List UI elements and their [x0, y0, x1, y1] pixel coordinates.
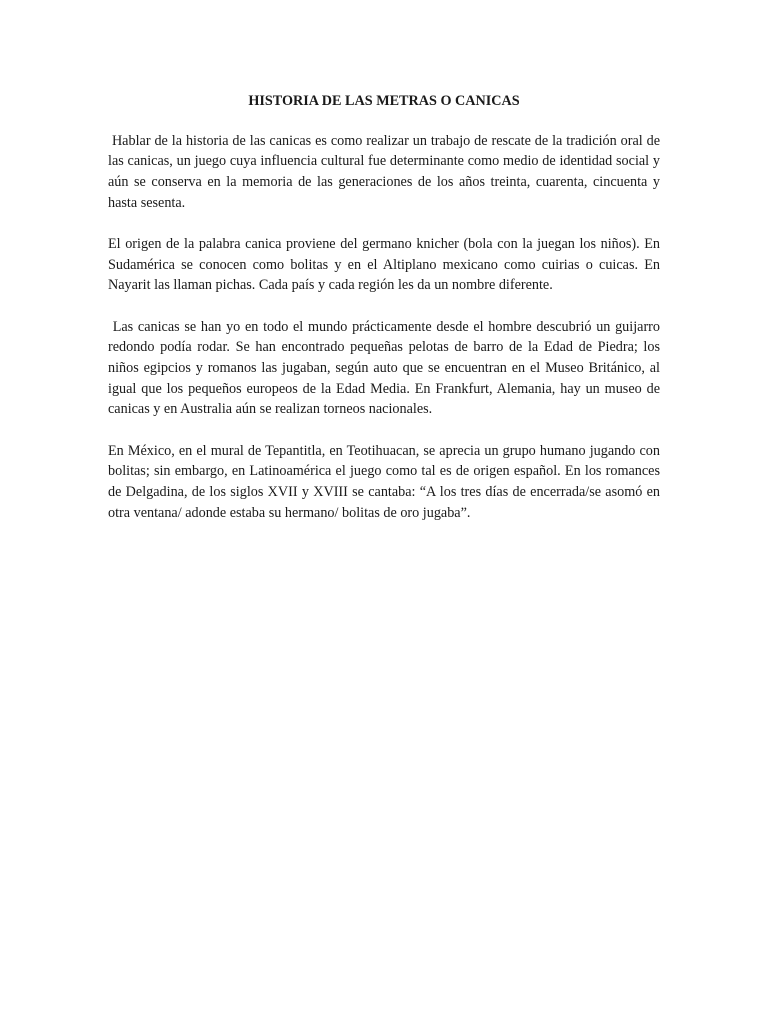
paragraph-2: El origen de la palabra canica proviene del germano knicher (bola con la juegan los niños). En Sudamérica se conocen como bolitas y en el Altiplano mexicano como cuirias o cuicas. En Nayarit las llaman pichas. Cada país y cada región les da un nombre diferente.	[108, 236, 660, 294]
paragraph-3: Las canicas se han yo en todo el mundo prácticamente desde el hombre descubrió un guijarro redondo podía rodar. Se han encontrado pequeñas pelotas de barro de la Edad de Piedra; los niños egipcios y romanos las jugaban, según auto que se encuentran en el Museo Británico, al igual que los pequeños europeos de la Edad Media. En Frankfurt, Alemania, hay un museo de canicas y en Australia aún se realizan torneos nacionales.	[108, 318, 664, 418]
document-page	[108, 91, 664, 544]
paragraph-1: Hablar de la historia de las canicas es como realizar un trabajo de rescate de la tradición oral de las canicas, un juego cuya influencia cultural fue determinante como medio de identidad social y aún se conserva en la memoria de las generaciones de los años treinta, cuarenta, cincuenta y hasta sesenta.	[108, 132, 664, 211]
document-title: HISTORIA DE LAS METRAS O CANICAS	[248, 93, 520, 109]
paragraph-4: En México, en el mural de Tepantitla, en Teotihuacan, se aprecia un grupo humano jugando con bolitas; sin embargo, en Latinoamérica el juego como tal es de origen español. En los romances de Delgadina, de los siglos XVII y XVIII se cantaba: “A los tres días de encerrada/se asomó en otra ventana/ adonde estaba su hermano/ bolitas de oro jugaba”.	[108, 442, 660, 521]
